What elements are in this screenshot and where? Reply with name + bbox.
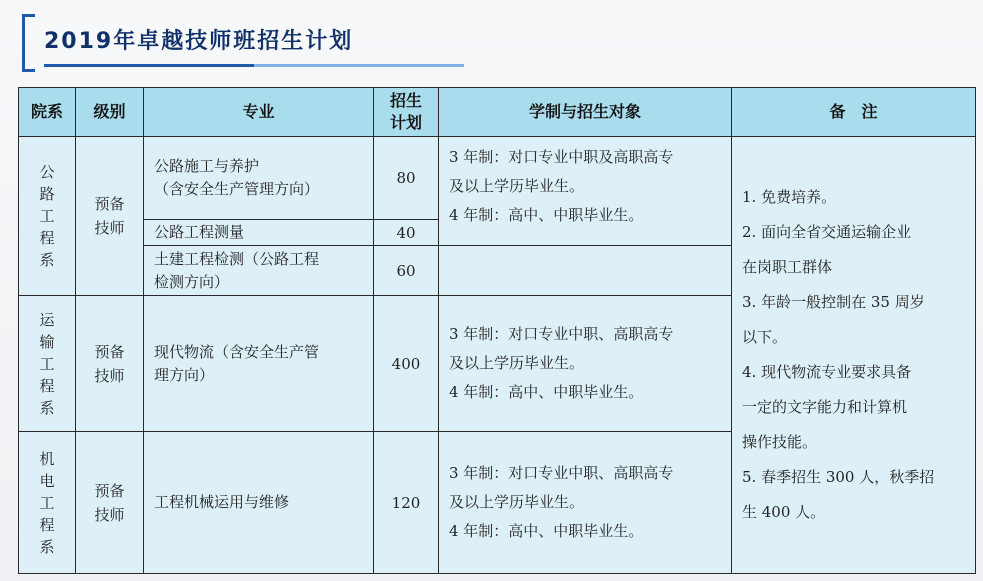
title-underline: [44, 64, 464, 67]
requirement-text: 3 年制：对口专业中职、高职高专 及以上学历毕业生。 4 年制：高中、中职毕业生。: [449, 464, 674, 540]
level-name: 预备 技师: [94, 481, 125, 524]
requirement-empty-cell: [439, 246, 732, 296]
level-name: 预备 技师: [94, 195, 125, 237]
dept-cell: [19, 296, 76, 432]
major-name: 工程机械运用与维修: [154, 493, 290, 511]
requirement-cell: [439, 296, 732, 432]
header-plan-line1: 招生: [389, 91, 422, 110]
level-name: 预备 技师: [94, 342, 125, 385]
major-cell: [144, 220, 374, 246]
header-plan: [374, 88, 439, 137]
table-row: [19, 137, 976, 220]
major-cell: [144, 296, 374, 432]
dept-cell: [19, 432, 76, 574]
remark-cell: [732, 137, 976, 574]
requirement-text: 3 年制：对口专业中职及高职高专 及以上学历毕业生。 4 年制：高中、中职毕业生。: [449, 148, 674, 224]
page-title: 2019年卓越技师班招生计划: [44, 29, 354, 54]
header-requirement: 学制与招生对象: [439, 88, 732, 137]
level-cell: [76, 296, 144, 432]
remark-item: 3. 年龄一般控制在 35 周岁 以下。: [742, 293, 925, 346]
plan-cell: 80: [374, 137, 439, 220]
requirement-cell: [439, 432, 732, 574]
level-cell: [76, 137, 144, 296]
major-name: 公路施工与养护 （含安全生产管理方向）: [154, 157, 320, 198]
table-header-row: [19, 88, 976, 137]
level-cell: [76, 432, 144, 574]
major-name: 公路工程测量: [154, 223, 245, 241]
plan-cell: 120: [374, 432, 439, 574]
major-name: 土建工程检测（公路工程 检测方向）: [154, 249, 320, 291]
major-cell: [144, 432, 374, 574]
major-cell: [144, 137, 374, 220]
dept-cell: [19, 137, 76, 296]
dept-name: 公 路 工 程 系: [39, 163, 55, 269]
requirement-cell: [439, 137, 732, 246]
remark-item: 5. 春季招生 300 人，秋季招 生 400 人。: [742, 468, 935, 521]
header-dept: 院系: [19, 88, 76, 137]
major-cell: [144, 246, 374, 296]
enrollment-plan-table: [18, 87, 976, 574]
header-plan-line2: 计划: [389, 113, 422, 132]
major-name: 现代物流（含安全生产管 理方向）: [154, 342, 320, 384]
title-block: [14, 8, 474, 68]
remark-item: 4. 现代物流专业要求具备 一定的文字能力和计算机 操作技能。: [742, 363, 912, 451]
dept-name: 机 电 工 程 系: [39, 449, 55, 556]
dept-name: 运 输 工 程 系: [39, 310, 55, 417]
header-major: 专业: [144, 88, 374, 137]
remark-item: 2. 面向全省交通运输企业 在岗职工群体: [742, 223, 912, 276]
plan-cell: 400: [374, 296, 439, 432]
remark-item: 1. 免费培养。: [742, 188, 837, 206]
plan-cell: 60: [374, 246, 439, 296]
title-bracket-decoration: [22, 14, 35, 72]
plan-cell: 40: [374, 220, 439, 246]
header-remark: 备 注: [732, 88, 976, 137]
header-level: 级别: [76, 88, 144, 137]
requirement-text: 3 年制：对口专业中职、高职高专 及以上学历毕业生。 4 年制：高中、中职毕业生。: [449, 325, 674, 401]
